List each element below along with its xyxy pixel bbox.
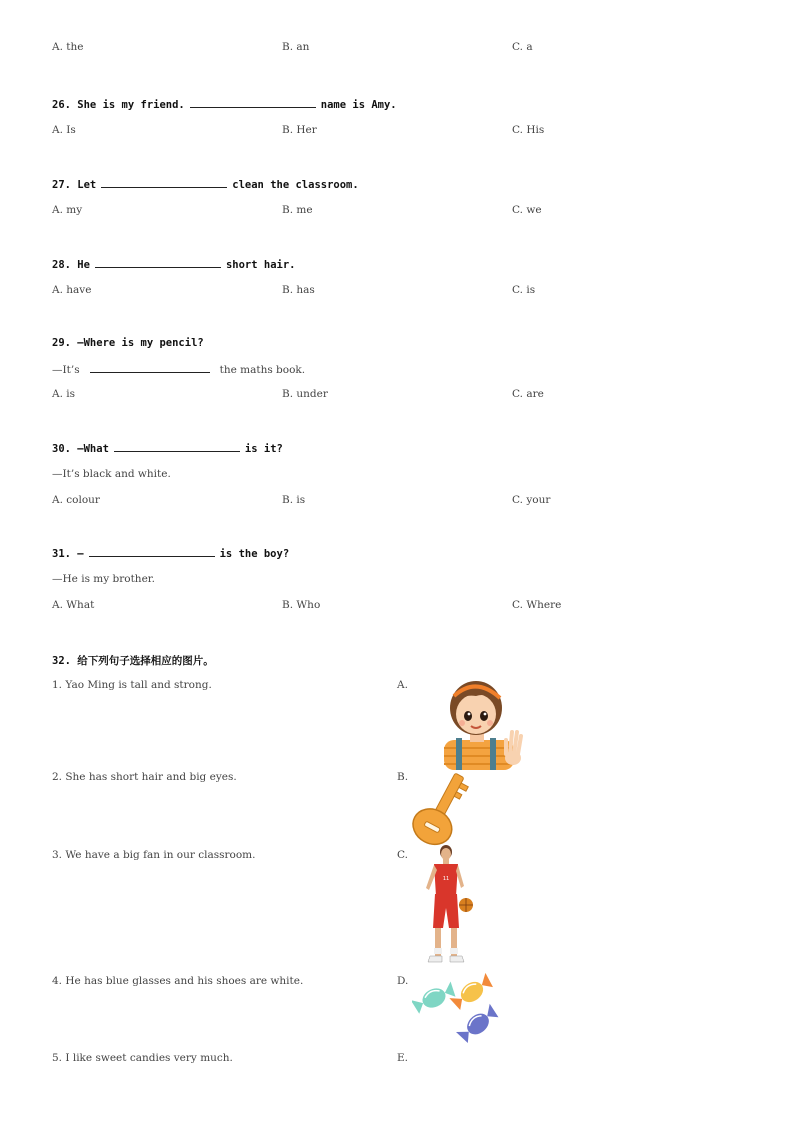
question-28-post: short hair. [225,259,296,271]
option-b: B. Her [282,124,317,136]
question-32: 32. 给下列句子选择相应的图片。 [52,655,214,667]
sentence-5: 5. I like sweet candies very much. [52,1052,233,1064]
picture-letter-e: E. [397,1052,409,1064]
question-31-pre: 31. — [52,548,84,560]
picture-letter-d: D. [397,975,409,987]
option-a: A. the [52,41,84,53]
answer-blank[interactable] [190,98,316,108]
option-a: A. my [52,204,83,216]
answer-blank[interactable] [89,547,215,557]
question-26-post: name is Amy. [320,99,397,111]
option-a: A. colour [52,494,100,506]
question-29-post: the maths book. [219,364,306,376]
sentence-1: 1. Yao Ming is tall and strong. [52,679,212,691]
question-27-pre: 27. Let [52,179,97,191]
option-c: C. are [512,388,544,400]
question-29-pre: —It’s [52,364,80,376]
question-27 [52,178,359,191]
question-31 [52,547,289,560]
option-a: A. What [52,599,95,611]
question-30-pre: 30. —What [52,443,109,455]
answer-blank[interactable] [114,442,240,452]
sentence-3: 3. We have a big fan in our classroom. [52,849,256,861]
option-c: C. a [512,41,533,53]
option-c: C. Where [512,599,562,611]
question-30 [52,442,283,455]
option-c: C. is [512,284,536,296]
question-30-reply: —It’s black and white. [52,468,171,480]
sentence-4: 4. He has blue glasses and his shoes are white. [52,975,304,987]
question-29: 29. —Where is my pencil? [52,337,204,349]
key-illustration [410,768,470,848]
option-b: B. under [282,388,328,400]
answer-blank[interactable] [90,363,210,373]
question-27-post: clean the classroom. [232,179,359,191]
question-26 [52,98,397,111]
option-b: B. me [282,204,313,216]
option-b: B. has [282,284,315,296]
answer-blank[interactable] [95,258,221,268]
question-28-pre: 28. He [52,259,90,271]
option-b: B. an [282,41,310,53]
sentence-2: 2. She has short hair and big eyes. [52,771,237,783]
candies-illustration [412,968,508,1050]
option-c: C. His [512,124,545,136]
question-31-post: is the boy? [219,548,290,560]
question-28 [52,258,295,271]
option-b: B. Who [282,599,321,611]
option-a: A. Is [52,124,76,136]
option-c: C. we [512,204,542,216]
answer-blank[interactable] [101,178,227,188]
picture-letter-c: C. [397,849,408,861]
option-b: B. is [282,494,306,506]
basketball-player-illustration [418,844,478,970]
question-30-post: is it? [244,443,283,455]
option-a: A. have [52,284,92,296]
picture-letter-b: B. [397,771,409,783]
picture-letter-a: A. [397,679,408,691]
girl-illustration [430,674,526,770]
option-a: A. is [52,388,76,400]
svg-text:11: 11 [442,876,450,882]
question-31-reply: —He is my brother. [52,573,155,585]
question-26-pre: 26. She is my friend. [52,99,185,111]
option-c: C. your [512,494,551,506]
question-29-reply [52,363,305,376]
